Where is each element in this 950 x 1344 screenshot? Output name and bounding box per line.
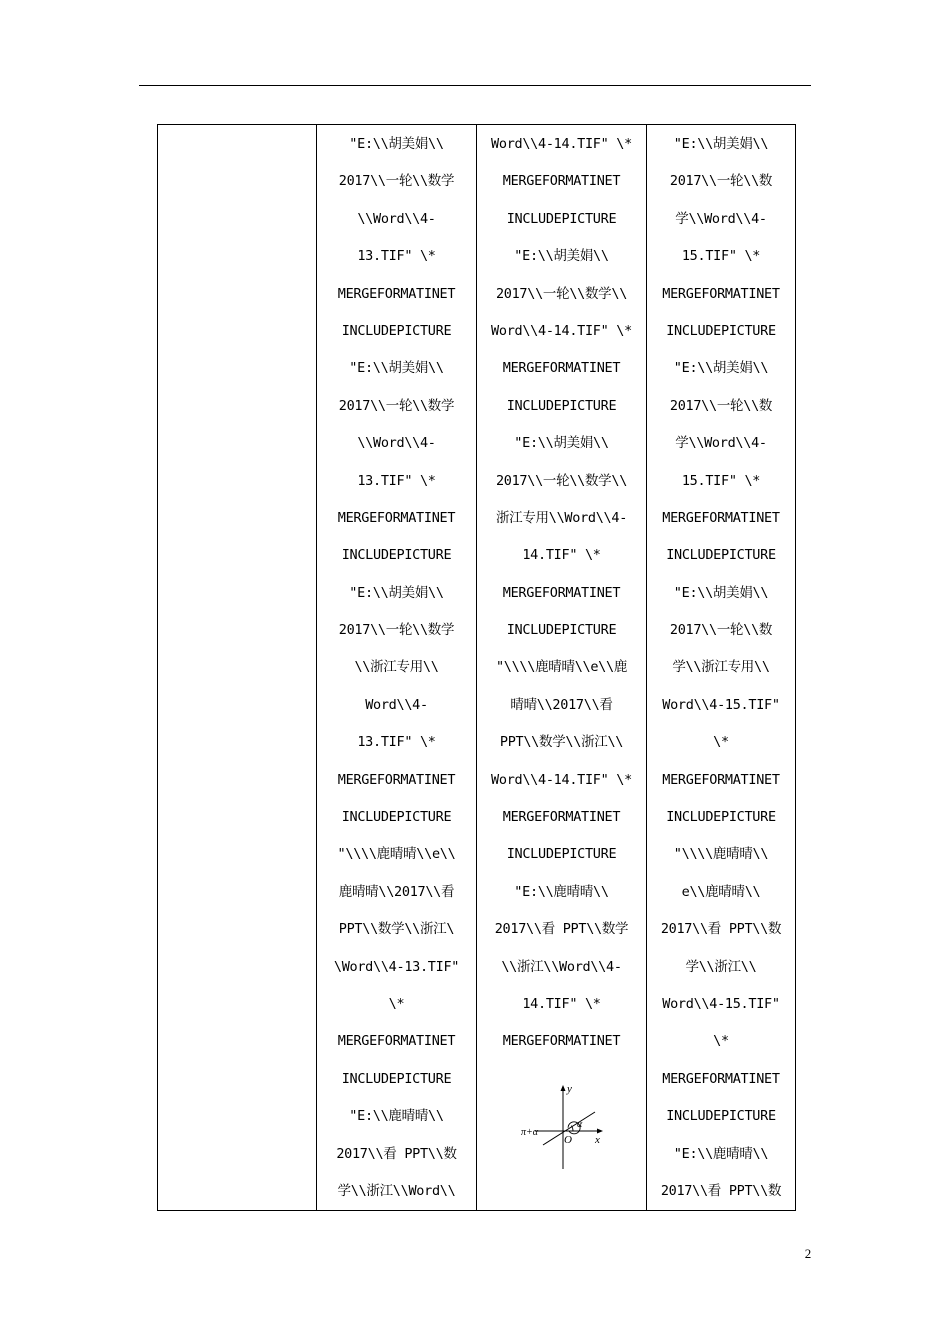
table-row [158,125,796,1211]
origin-label: O [563,1133,572,1146]
cell-text-line: PPT\\数学\\浙江\ [338,921,455,938]
cell-text-line: MERGEFORMATINET [337,285,456,302]
field-code-table [157,124,796,1211]
cell-text-line: \\浙江专用\\ [354,659,439,676]
table-cell-column-1 [317,125,477,1211]
cell-text-line: MERGEFORMATINET [337,1033,456,1050]
cell-text-line: Word\\4-15.TIF" [662,995,780,1012]
cell-text-line: "E:\\胡美娟\\ [514,435,609,452]
page-number: 2 [804,1246,812,1261]
cell-text-line: Word\\4-15.TIF" [662,696,780,713]
cell-text-lines [647,125,795,1210]
cell-text-line: 学\\Word\\4- [675,210,767,227]
cell-text-line: 15.TIF" \* [681,472,761,489]
cell-text-line: "E:\\胡美娟\\ [349,584,444,601]
cell-text-line: 2017\\一轮\\数学 [338,397,455,414]
cell-text-line: 2017\\看 PPT\\数 [660,1182,782,1199]
cell-text-line: 学\\浙江\\Word\\ [337,1182,456,1199]
cell-text-line: INCLUDEPICTURE [341,1070,452,1087]
cell-text-line: 2017\\一轮\\数学 [338,173,455,190]
cell-text-line: INCLUDEPICTURE [666,547,776,564]
angle-figure-wrapper [477,1081,646,1177]
cell-text-line: 2017\\一轮\\数 [669,173,773,190]
cell-text-line: 2017\\一轮\\数学\\ [495,472,628,489]
table-cell-empty [158,125,317,1211]
cell-text-line: MERGEFORMATINET [662,285,780,302]
cell-text-line: 2017\\看 PPT\\数学 [494,921,629,938]
cell-text-line: "E:\\鹿晴晴\\ [673,1145,769,1162]
cell-text-line: MERGEFORMATINET [337,509,456,526]
cell-text-line: "E:\\胡美娟\\ [349,136,444,152]
cell-text-line: 13.TIF" \* [357,248,436,265]
cell-text-line: 2017\\一轮\\数学 [338,622,455,639]
alpha-label: α [576,1118,582,1130]
cell-text-lines [317,125,476,1210]
y-axis-label: y [566,1082,572,1095]
cell-text-line: INCLUDEPICTURE [506,397,617,414]
cell-text-line: Word\\4-14.TIF" \* [491,771,632,788]
x-axis-label: x [594,1133,600,1146]
cell-text-line: 学\\Word\\4- [675,435,767,452]
cell-text-line: MERGEFORMATINET [502,360,621,377]
cell-text-line: INCLUDEPICTURE [506,846,617,863]
cell-text-line: Word\\4-14.TIF" \* [491,136,632,152]
cell-text-line: "\\\\鹿晴晴\\e\\ [337,846,456,863]
cell-text-line: \* [388,995,405,1012]
table-cell-column-3 [647,125,796,1211]
cell-text-line: INCLUDEPICTURE [341,809,452,826]
cell-text-line: MERGEFORMATINET [662,1070,780,1087]
cell-text-line: "E:\\胡美娟\\ [673,584,769,601]
cell-text-line: Word\\4-14.TIF" \* [491,322,632,339]
cell-text-line: INCLUDEPICTURE [666,1108,776,1125]
pi-alpha-label: π+α [520,1126,538,1138]
cell-text-line: MERGEFORMATINET [502,1033,621,1050]
cell-text-line: MERGEFORMATINET [502,809,621,826]
cell-text-line: "E:\\鹿晴晴\\ [349,1108,444,1125]
cell-text-line: 14.TIF" \* [522,995,601,1012]
cell-text-line: 2017\\一轮\\数 [669,397,773,414]
cell-text-line: \\浙江\\Word\\4- [501,958,622,975]
cell-text-line: 2017\\看 PPT\\数 [660,921,782,938]
header-rule [139,85,811,86]
x-axis-arrow [597,1128,603,1133]
y-axis-arrow [560,1085,565,1091]
cell-text-line: \* [713,1033,729,1050]
cell-text-line: INCLUDEPICTURE [341,322,452,339]
cell-text-line: INCLUDEPICTURE [666,322,776,339]
cell-text-line: "E:\\胡美娟\\ [514,248,609,265]
cell-text-line: 2017\\一轮\\数学\\ [495,285,628,302]
cell-text-line: "\\\\鹿晴晴\\e\\鹿 [495,659,628,676]
cell-text-line: \Word\\4-13.TIF" [333,958,460,975]
cell-text-line: 14.TIF" \* [522,547,601,564]
cell-text-line: 2017\\看 PPT\\数 [336,1145,457,1162]
table-cell-column-2 [477,125,647,1211]
cell-text-line: "\\\\鹿晴晴\\ [673,846,769,863]
cell-text-line: 鹿晴晴\\2017\\看 [338,883,455,900]
cell-text-line: MERGEFORMATINET [502,584,621,601]
cell-text-line: 学\\浙江专用\\ [672,659,770,676]
cell-text-line: "E:\\胡美娟\\ [349,360,444,377]
cell-text-line: INCLUDEPICTURE [341,547,452,564]
cell-text-lines [477,125,646,1061]
cell-text-line: MERGEFORMATINET [662,771,780,788]
cell-text-line: PPT\\数学\\浙江\\ [499,734,624,751]
cell-text-line: INCLUDEPICTURE [506,622,617,639]
cell-text-line: 13.TIF" \* [357,472,436,489]
cell-text-line: 15.TIF" \* [681,248,761,265]
angle-figure [517,1081,607,1173]
cell-text-line: "E:\\胡美娟\\ [673,136,769,152]
cell-text-line: MERGEFORMATINET [337,771,456,788]
cell-text-line: 13.TIF" \* [357,734,436,751]
cell-text-line: MERGEFORMATINET [502,173,621,190]
cell-text-line: 晴晴\\2017\\看 [510,696,613,713]
cell-text-line: "E:\\鹿晴晴\\ [514,883,609,900]
cell-text-line: 浙江专用\\Word\\4- [495,509,628,526]
cell-text-line: "E:\\胡美娟\\ [673,360,769,377]
cell-text-line: \* [713,734,729,751]
cell-text-line: 2017\\一轮\\数 [669,622,773,639]
cell-text-line: e\\鹿晴晴\\ [681,883,761,900]
cell-text-line: INCLUDEPICTURE [506,210,617,227]
cell-text-line: \\Word\\4- [357,435,436,452]
cell-text-line: 学\\浙江\\ [685,958,757,975]
cell-text-line: \\Word\\4- [357,210,436,227]
cell-text-line: INCLUDEPICTURE [666,809,776,826]
cell-text-line: Word\\4- [365,696,428,713]
cell-text-line: MERGEFORMATINET [662,509,780,526]
